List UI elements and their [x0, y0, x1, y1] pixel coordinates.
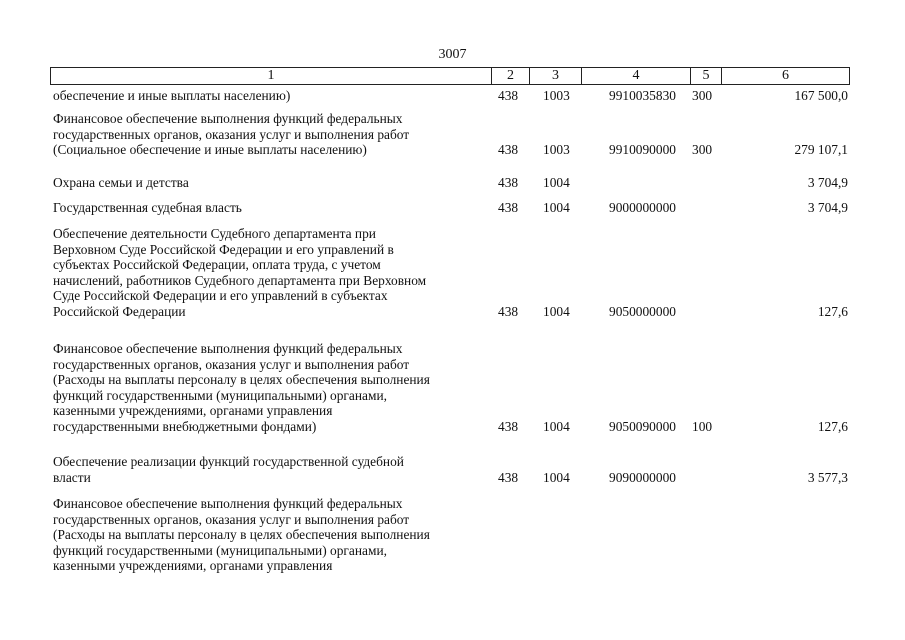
cell-c2: 438 [498, 88, 519, 103]
cell-c5: 100 [692, 419, 713, 434]
description-line: (Социальное обеспечение и иные выплаты населению) [53, 142, 367, 158]
header-col-3: 3 [530, 68, 582, 84]
description-line: Финансовое обеспечение выполнения функций федеральных [53, 496, 403, 511]
cell-c2: 438 [498, 419, 519, 434]
cell-c6: 127,6 [817, 304, 848, 319]
row-description [53, 496, 486, 574]
description-line: государственными внебюджетными фондами) [53, 418, 317, 434]
cell-c4: 9000000000 [609, 200, 676, 215]
cell-c3: 1004 [543, 200, 570, 215]
description-line: государственных органов, оказания услуг и выполнения работ [53, 511, 410, 527]
header-col-2: 2 [492, 68, 530, 84]
description-line: субъектах Российской Федерации, оплата труда, с учетом [53, 257, 381, 273]
cell-c2: 438 [498, 142, 519, 158]
header-col-6: 6 [782, 68, 789, 83]
cell-c3: 1003 [543, 88, 570, 103]
cell-c3: 1004 [543, 175, 570, 190]
description-line: функций государственными (муниципальными) органами, [53, 542, 387, 558]
description-line: обеспечение и иные выплаты населению) [53, 88, 291, 103]
description-line: Государственная судебная власть [53, 200, 242, 215]
description-line: Обеспечение реализации функций государственной судебной [53, 454, 404, 469]
cell-c2: 438 [498, 200, 519, 215]
row-description [53, 200, 486, 216]
cell-c2: 438 [498, 175, 519, 190]
cell-c3: 1004 [543, 469, 570, 485]
row-description [53, 111, 486, 158]
cell-c6: 3 704,9 [807, 200, 848, 215]
cell-c4: 9090000000 [609, 469, 676, 485]
row-description [53, 175, 486, 191]
description-line: власти [53, 469, 91, 485]
cell-c5: 300 [692, 88, 713, 103]
row-description [53, 226, 486, 320]
row-description [53, 454, 486, 485]
cell-c6: 127,6 [817, 419, 848, 434]
description-line: казенными учреждениями, органами управления [53, 558, 333, 574]
cell-c5: 300 [692, 142, 713, 158]
cell-c4: 9910090000 [609, 142, 676, 158]
cell-c6: 3 704,9 [807, 175, 848, 190]
cell-c6: 3 577,3 [807, 469, 848, 485]
page-number: 3007 [438, 47, 467, 62]
cell-c2: 438 [498, 304, 519, 319]
header-col-1: 1 [51, 68, 492, 84]
description-line: Финансовое обеспечение выполнения функций федеральных [53, 341, 403, 356]
cell-c3: 1004 [543, 304, 570, 319]
description-line: государственных органов, оказания услуг и выполнения работ [53, 356, 410, 372]
description-line: (Расходы на выплаты персоналу в целях обеспечения выполнения [53, 527, 430, 543]
cell-c6: 167 500,0 [794, 88, 848, 103]
description-line: Российской Федерации [53, 303, 186, 319]
cell-c2: 438 [498, 469, 519, 485]
table-header [50, 67, 850, 85]
description-line: Суде Российской Федерации и его управлений в субъектах [53, 288, 388, 304]
description-line: (Расходы на выплаты персоналу в целях обеспечения выполнения [53, 372, 430, 388]
description-line: функций государственными (муниципальными) органами, [53, 387, 387, 403]
cell-c4: 9050090000 [609, 419, 676, 434]
row-description [53, 341, 486, 435]
description-line: начислений, работников Судебного департамента при Верховном [53, 272, 427, 288]
description-line: казенными учреждениями, органами управления [53, 403, 333, 419]
cell-c3: 1003 [543, 142, 570, 158]
cell-c6: 279 107,1 [794, 142, 848, 158]
description-line: Охрана семьи и детства [53, 175, 189, 190]
row-description [53, 88, 486, 104]
cell-c4: 9050000000 [609, 304, 676, 319]
description-line: Обеспечение деятельности Судебного департамента при [53, 226, 376, 241]
cell-c3: 1004 [543, 419, 570, 434]
cell-c4: 9910035830 [609, 88, 676, 103]
header-col-4: 4 [582, 68, 691, 84]
description-line: Верховном Суде Российской Федерации и его управлений в [53, 241, 394, 257]
header-col-5: 5 [691, 68, 722, 84]
description-line: государственных органов, оказания услуг и выполнения работ [53, 126, 410, 142]
description-line: Финансовое обеспечение выполнения функций федеральных [53, 111, 403, 126]
